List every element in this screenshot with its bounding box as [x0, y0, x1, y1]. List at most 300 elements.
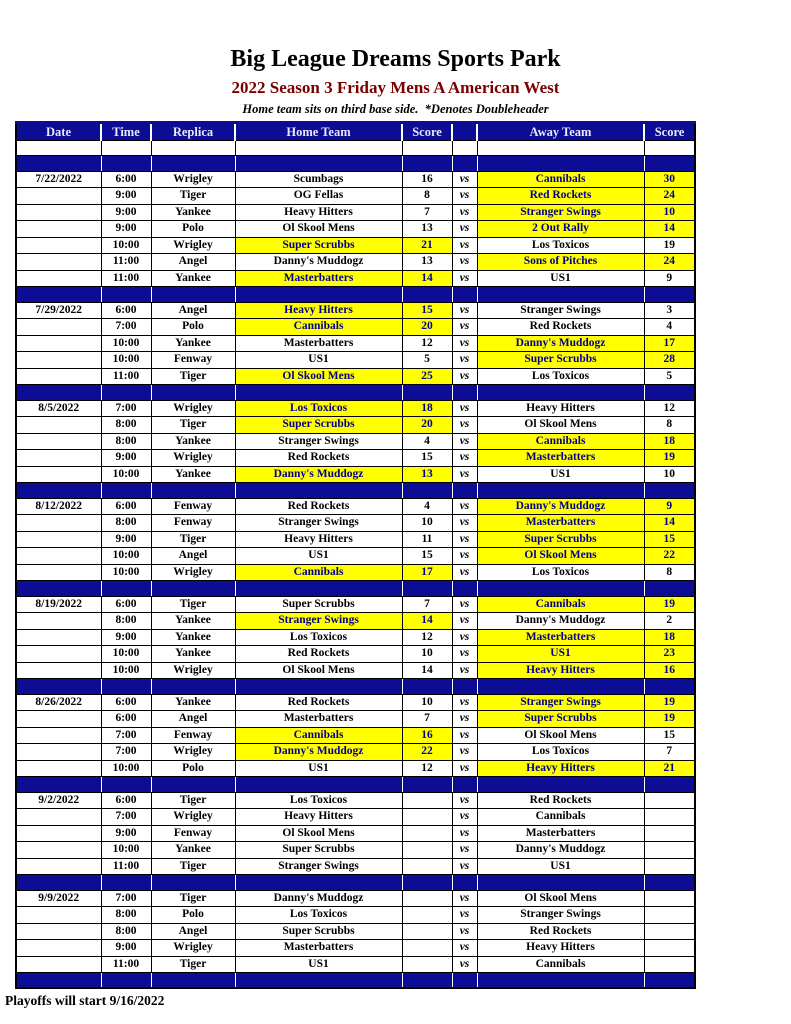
away-team-cell: Heavy Hitters — [477, 760, 644, 777]
separator-cell — [452, 777, 477, 793]
separator-cell — [452, 287, 477, 303]
game-row — [16, 646, 695, 663]
away-score-cell: 24 — [644, 254, 695, 271]
date-cell — [16, 417, 101, 434]
away-team-cell: Super Scrubbs — [477, 531, 644, 548]
away-team-cell: Los Toxicos — [477, 564, 644, 581]
separator-cell — [477, 483, 644, 499]
away-team-cell: Cannibals — [477, 809, 644, 826]
vs-label: vs — [452, 727, 477, 744]
time-cell: 7:00 — [101, 809, 151, 826]
separator-row — [16, 287, 695, 303]
time-cell: 10:00 — [101, 352, 151, 369]
vs-label: vs — [452, 204, 477, 221]
date-cell — [16, 254, 101, 271]
home-team-cell: Danny's Muddogz — [235, 890, 402, 907]
replica-cell: Angel — [151, 711, 235, 728]
game-row — [16, 907, 695, 924]
home-team-cell: Danny's Muddogz — [235, 744, 402, 761]
date-cell — [16, 629, 101, 646]
away-score-cell: 7 — [644, 744, 695, 761]
home-score-cell: 12 — [402, 760, 452, 777]
vs-label: vs — [452, 352, 477, 369]
game-row — [16, 842, 695, 859]
game-row — [16, 956, 695, 973]
separator-cell — [101, 875, 151, 891]
time-cell: 9:00 — [101, 629, 151, 646]
home-team-cell: Super Scrubbs — [235, 417, 402, 434]
home-team-cell: Super Scrubbs — [235, 596, 402, 613]
time-cell: 11:00 — [101, 368, 151, 385]
separator-cell — [452, 156, 477, 172]
vs-label: vs — [452, 319, 477, 336]
away-team-cell: Cannibals — [477, 596, 644, 613]
page-title: Big League Dreams Sports Park — [230, 46, 561, 72]
date-cell — [16, 760, 101, 777]
vs-label: vs — [452, 564, 477, 581]
replica-cell: Yankee — [151, 613, 235, 630]
separator-cell — [101, 973, 151, 989]
vs-label: vs — [452, 694, 477, 711]
home-team-cell: US1 — [235, 548, 402, 565]
home-team-cell: US1 — [235, 760, 402, 777]
away-team-cell: Masterbatters — [477, 515, 644, 532]
separator-cell — [402, 679, 452, 695]
date-cell — [16, 221, 101, 238]
away-team-cell: Stranger Swings — [477, 907, 644, 924]
home-score-cell — [402, 792, 452, 809]
replica-cell: Yankee — [151, 629, 235, 646]
away-team-cell: Sons of Pitches — [477, 254, 644, 271]
vs-label: vs — [452, 613, 477, 630]
empty-cell — [402, 141, 452, 156]
col-header-away-score: Score — [644, 123, 695, 141]
vs-label: vs — [452, 760, 477, 777]
replica-cell: Wrigley — [151, 450, 235, 467]
time-cell: 6:00 — [101, 596, 151, 613]
home-score-cell: 4 — [402, 498, 452, 515]
date-cell — [16, 662, 101, 679]
home-score-cell: 10 — [402, 694, 452, 711]
separator-row — [16, 581, 695, 597]
home-team-cell: Danny's Muddogz — [235, 254, 402, 271]
home-team-cell: Heavy Hitters — [235, 204, 402, 221]
game-row — [16, 270, 695, 287]
away-score-cell: 19 — [644, 237, 695, 254]
vs-label: vs — [452, 417, 477, 434]
separator-cell — [644, 973, 695, 989]
date-cell — [16, 531, 101, 548]
away-team-cell: Masterbatters — [477, 825, 644, 842]
game-row — [16, 417, 695, 434]
time-cell: 10:00 — [101, 646, 151, 663]
game-row — [16, 825, 695, 842]
date-cell — [16, 548, 101, 565]
vs-label: vs — [452, 335, 477, 352]
home-score-cell: 4 — [402, 433, 452, 450]
time-cell: 10:00 — [101, 760, 151, 777]
separator-cell — [644, 777, 695, 793]
separator-cell — [16, 483, 101, 499]
time-cell: 6:00 — [101, 711, 151, 728]
game-row — [16, 400, 695, 417]
separator-cell — [644, 875, 695, 891]
separator-cell — [235, 777, 402, 793]
replica-cell: Tiger — [151, 858, 235, 875]
home-score-cell: 20 — [402, 319, 452, 336]
separator-cell — [151, 777, 235, 793]
away-team-cell: US1 — [477, 646, 644, 663]
time-cell: 9:00 — [101, 204, 151, 221]
away-team-cell: Ol Skool Mens — [477, 548, 644, 565]
home-score-cell: 14 — [402, 613, 452, 630]
home-score-cell: 15 — [402, 302, 452, 319]
away-score-cell: 15 — [644, 531, 695, 548]
separator-cell — [101, 483, 151, 499]
away-score-cell: 2 — [644, 613, 695, 630]
vs-label: vs — [452, 596, 477, 613]
separator-cell — [452, 385, 477, 401]
separator-cell — [644, 581, 695, 597]
vs-label: vs — [452, 744, 477, 761]
separator-cell — [402, 287, 452, 303]
home-team-cell: Heavy Hitters — [235, 531, 402, 548]
away-score-cell: 14 — [644, 515, 695, 532]
home-team-cell: Ol Skool Mens — [235, 368, 402, 385]
home-score-cell — [402, 858, 452, 875]
vs-label: vs — [452, 450, 477, 467]
date-cell — [16, 744, 101, 761]
game-row — [16, 858, 695, 875]
away-team-cell: Cannibals — [477, 433, 644, 450]
time-cell: 8:00 — [101, 417, 151, 434]
away-score-cell: 9 — [644, 498, 695, 515]
home-score-cell: 22 — [402, 744, 452, 761]
col-header-home-score: Score — [402, 123, 452, 141]
home-team-cell: Ol Skool Mens — [235, 221, 402, 238]
home-score-cell — [402, 842, 452, 859]
away-team-cell: Red Rockets — [477, 792, 644, 809]
separator-cell — [151, 156, 235, 172]
empty-cell — [452, 141, 477, 156]
away-team-cell: Ol Skool Mens — [477, 417, 644, 434]
home-team-cell: Heavy Hitters — [235, 809, 402, 826]
separator-cell — [402, 483, 452, 499]
game-row — [16, 188, 695, 205]
home-team-cell: Ol Skool Mens — [235, 662, 402, 679]
time-cell: 8:00 — [101, 907, 151, 924]
away-score-cell: 4 — [644, 319, 695, 336]
replica-cell: Tiger — [151, 531, 235, 548]
separator-cell — [477, 679, 644, 695]
separator-cell — [16, 287, 101, 303]
home-score-cell: 5 — [402, 352, 452, 369]
game-row — [16, 694, 695, 711]
away-team-cell: US1 — [477, 858, 644, 875]
date-cell: 9/2/2022 — [16, 792, 101, 809]
separator-row — [16, 973, 695, 989]
time-cell: 9:00 — [101, 825, 151, 842]
replica-cell: Yankee — [151, 694, 235, 711]
game-row — [16, 744, 695, 761]
vs-label: vs — [452, 629, 477, 646]
date-cell — [16, 188, 101, 205]
home-team-cell: OG Fellas — [235, 188, 402, 205]
separator-cell — [151, 679, 235, 695]
away-team-cell: 2 Out Rally — [477, 221, 644, 238]
game-row — [16, 890, 695, 907]
home-team-cell: Scumbags — [235, 171, 402, 188]
home-score-cell: 15 — [402, 548, 452, 565]
home-score-cell: 13 — [402, 466, 452, 483]
vs-label: vs — [452, 400, 477, 417]
vs-label: vs — [452, 548, 477, 565]
away-score-cell: 24 — [644, 188, 695, 205]
separator-cell — [477, 385, 644, 401]
away-score-cell: 14 — [644, 221, 695, 238]
time-cell: 8:00 — [101, 923, 151, 940]
separator-cell — [644, 287, 695, 303]
game-row — [16, 498, 695, 515]
vs-label: vs — [452, 237, 477, 254]
away-team-cell: Stranger Swings — [477, 694, 644, 711]
time-cell: 10:00 — [101, 335, 151, 352]
game-row — [16, 662, 695, 679]
date-cell — [16, 923, 101, 940]
home-score-cell — [402, 956, 452, 973]
home-score-cell: 12 — [402, 629, 452, 646]
replica-cell: Yankee — [151, 646, 235, 663]
away-score-cell — [644, 907, 695, 924]
time-cell: 10:00 — [101, 842, 151, 859]
vs-label: vs — [452, 531, 477, 548]
col-header-date: Date — [16, 123, 101, 141]
home-score-cell — [402, 825, 452, 842]
separator-cell — [151, 287, 235, 303]
game-row — [16, 352, 695, 369]
separator-cell — [402, 581, 452, 597]
separator-row — [16, 875, 695, 891]
replica-cell: Fenway — [151, 498, 235, 515]
separator-cell — [402, 156, 452, 172]
date-cell — [16, 809, 101, 826]
away-score-cell: 16 — [644, 662, 695, 679]
header-row — [16, 123, 695, 141]
time-cell: 10:00 — [101, 466, 151, 483]
date-cell — [16, 858, 101, 875]
separator-cell — [452, 875, 477, 891]
separator-cell — [16, 581, 101, 597]
separator-cell — [151, 385, 235, 401]
separator-cell — [151, 875, 235, 891]
home-team-cell: Masterbatters — [235, 940, 402, 957]
home-score-cell: 12 — [402, 335, 452, 352]
separator-row — [16, 483, 695, 499]
away-score-cell — [644, 842, 695, 859]
away-score-cell: 23 — [644, 646, 695, 663]
away-score-cell: 5 — [644, 368, 695, 385]
time-cell: 9:00 — [101, 188, 151, 205]
date-cell — [16, 237, 101, 254]
replica-cell: Fenway — [151, 727, 235, 744]
away-team-cell: Red Rockets — [477, 319, 644, 336]
home-score-cell — [402, 809, 452, 826]
vs-label: vs — [452, 858, 477, 875]
game-row — [16, 548, 695, 565]
replica-cell: Wrigley — [151, 662, 235, 679]
game-row — [16, 711, 695, 728]
separator-row — [16, 156, 695, 172]
schedule-table — [15, 121, 696, 989]
home-score-cell: 10 — [402, 515, 452, 532]
away-team-cell: Super Scrubbs — [477, 352, 644, 369]
game-row — [16, 319, 695, 336]
time-cell: 11:00 — [101, 858, 151, 875]
home-team-cell: Los Toxicos — [235, 907, 402, 924]
game-row — [16, 204, 695, 221]
home-team-cell: Heavy Hitters — [235, 302, 402, 319]
home-team-cell: Danny's Muddogz — [235, 466, 402, 483]
vs-label: vs — [452, 907, 477, 924]
vs-label: vs — [452, 809, 477, 826]
separator-cell — [477, 287, 644, 303]
date-cell — [16, 270, 101, 287]
replica-cell: Tiger — [151, 188, 235, 205]
empty-cell — [477, 141, 644, 156]
page-note: Home team sits on third base side. *Denotes Doubleheader — [242, 102, 549, 116]
replica-cell: Angel — [151, 302, 235, 319]
separator-cell — [235, 385, 402, 401]
date-cell — [16, 727, 101, 744]
empty-cell — [16, 141, 101, 156]
time-cell: 6:00 — [101, 694, 151, 711]
game-row — [16, 760, 695, 777]
replica-cell: Wrigley — [151, 400, 235, 417]
home-team-cell: Los Toxicos — [235, 400, 402, 417]
away-score-cell — [644, 858, 695, 875]
home-team-cell: Red Rockets — [235, 646, 402, 663]
away-score-cell: 22 — [644, 548, 695, 565]
vs-label: vs — [452, 711, 477, 728]
schedule-table-head — [16, 123, 695, 141]
separator-cell — [477, 973, 644, 989]
away-team-cell: Ol Skool Mens — [477, 727, 644, 744]
away-score-cell — [644, 940, 695, 957]
separator-row — [16, 777, 695, 793]
replica-cell: Polo — [151, 907, 235, 924]
away-score-cell: 12 — [644, 400, 695, 417]
home-team-cell: Stranger Swings — [235, 613, 402, 630]
replica-cell: Tiger — [151, 792, 235, 809]
home-score-cell: 16 — [402, 171, 452, 188]
away-team-cell: Danny's Muddogz — [477, 613, 644, 630]
away-team-cell: Masterbatters — [477, 629, 644, 646]
separator-cell — [16, 777, 101, 793]
away-score-cell: 3 — [644, 302, 695, 319]
vs-label: vs — [452, 254, 477, 271]
game-row — [16, 450, 695, 467]
time-cell: 11:00 — [101, 270, 151, 287]
away-score-cell — [644, 923, 695, 940]
time-cell: 8:00 — [101, 433, 151, 450]
away-score-cell: 9 — [644, 270, 695, 287]
away-score-cell: 21 — [644, 760, 695, 777]
empty-cell — [101, 141, 151, 156]
replica-cell: Tiger — [151, 368, 235, 385]
replica-cell: Fenway — [151, 515, 235, 532]
schedule-table-body — [16, 141, 695, 989]
date-cell — [16, 335, 101, 352]
game-row — [16, 302, 695, 319]
time-cell: 11:00 — [101, 956, 151, 973]
time-cell: 6:00 — [101, 498, 151, 515]
vs-label: vs — [452, 842, 477, 859]
date-cell: 8/5/2022 — [16, 400, 101, 417]
away-team-cell: Stranger Swings — [477, 204, 644, 221]
game-row — [16, 171, 695, 188]
time-cell: 10:00 — [101, 564, 151, 581]
home-team-cell: Red Rockets — [235, 498, 402, 515]
home-team-cell: Masterbatters — [235, 270, 402, 287]
home-score-cell: 8 — [402, 188, 452, 205]
separator-cell — [235, 581, 402, 597]
game-row — [16, 368, 695, 385]
vs-label: vs — [452, 923, 477, 940]
home-score-cell: 14 — [402, 662, 452, 679]
vs-label: vs — [452, 792, 477, 809]
time-cell: 10:00 — [101, 548, 151, 565]
home-team-cell: Cannibals — [235, 564, 402, 581]
game-row — [16, 433, 695, 450]
empty-cell — [235, 141, 402, 156]
separator-cell — [235, 679, 402, 695]
date-cell: 7/29/2022 — [16, 302, 101, 319]
home-team-cell: Stranger Swings — [235, 515, 402, 532]
time-cell: 6:00 — [101, 302, 151, 319]
away-team-cell: US1 — [477, 270, 644, 287]
home-team-cell: Los Toxicos — [235, 792, 402, 809]
vs-label: vs — [452, 498, 477, 515]
separator-cell — [477, 581, 644, 597]
home-team-cell: Super Scrubbs — [235, 842, 402, 859]
date-cell — [16, 204, 101, 221]
away-team-cell: US1 — [477, 466, 644, 483]
vs-label: vs — [452, 188, 477, 205]
home-team-cell: Super Scrubbs — [235, 923, 402, 940]
home-team-cell: Red Rockets — [235, 450, 402, 467]
vs-label: vs — [452, 662, 477, 679]
time-cell: 10:00 — [101, 237, 151, 254]
away-team-cell: Los Toxicos — [477, 744, 644, 761]
away-score-cell: 8 — [644, 564, 695, 581]
home-score-cell: 13 — [402, 254, 452, 271]
date-cell — [16, 319, 101, 336]
replica-cell: Angel — [151, 923, 235, 940]
col-header-replica: Replica — [151, 123, 235, 141]
home-score-cell: 16 — [402, 727, 452, 744]
separator-cell — [452, 581, 477, 597]
separator-cell — [644, 385, 695, 401]
replica-cell: Angel — [151, 254, 235, 271]
home-score-cell: 7 — [402, 711, 452, 728]
vs-label: vs — [452, 270, 477, 287]
home-team-cell: US1 — [235, 352, 402, 369]
vs-label: vs — [452, 302, 477, 319]
date-cell — [16, 613, 101, 630]
vs-label: vs — [452, 940, 477, 957]
date-cell — [16, 450, 101, 467]
separator-cell — [16, 875, 101, 891]
